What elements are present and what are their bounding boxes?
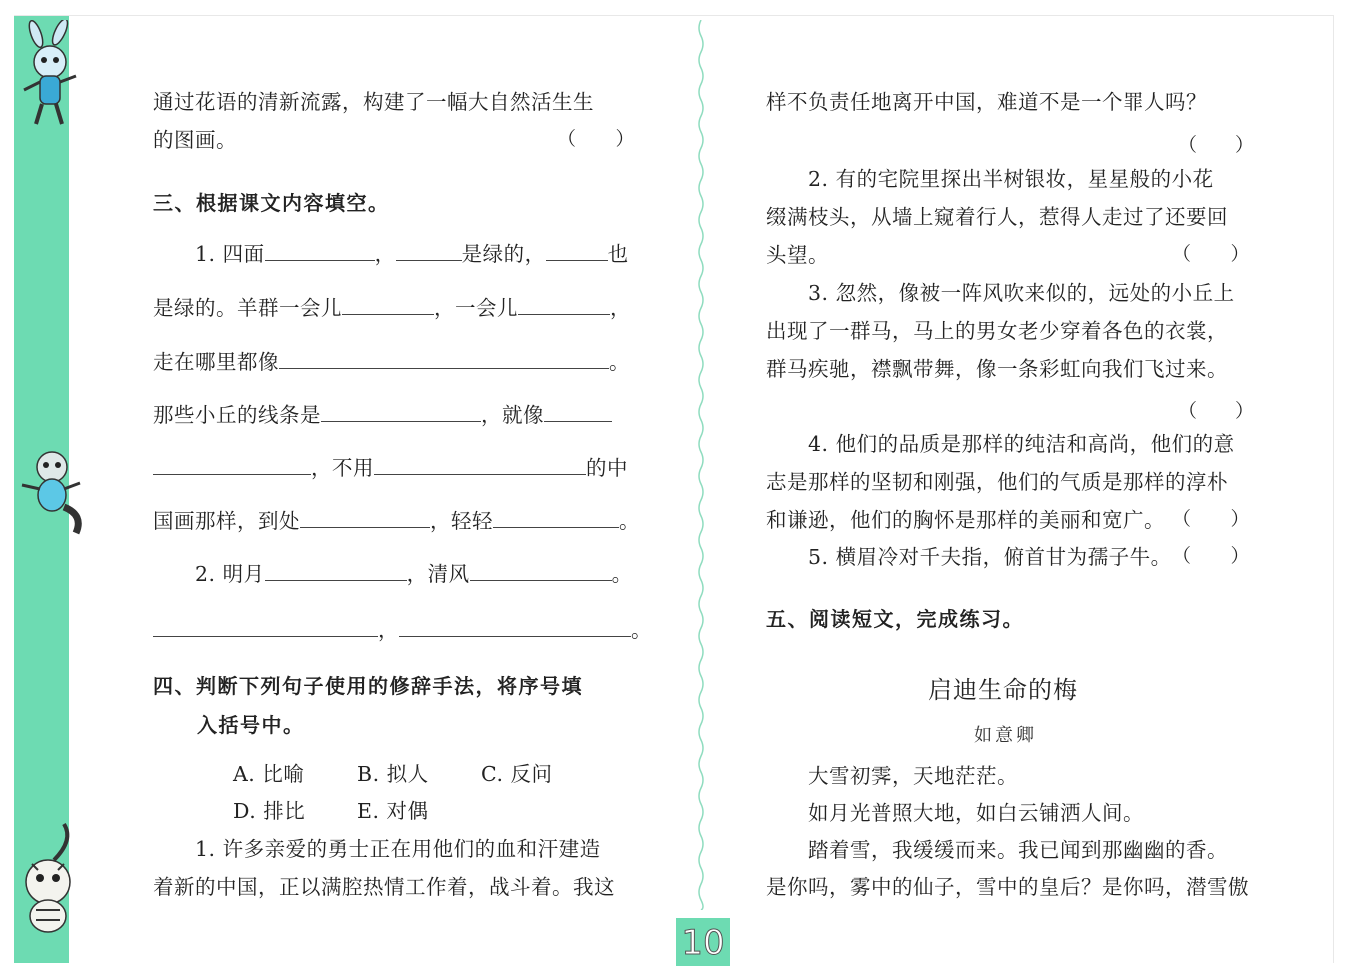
q-text: ，轻轻: [430, 509, 493, 533]
blank[interactable]: [399, 618, 631, 637]
answer-paren[interactable]: （ ）: [1178, 134, 1255, 156]
q-text: 也: [607, 242, 629, 266]
article-title: 启迪生命的梅: [928, 676, 1078, 704]
q-text: 头望。: [766, 243, 829, 267]
fill-line-6: [153, 509, 640, 532]
tiger-mascot-icon: [14, 820, 84, 940]
answer-paren[interactable]: （ ）: [1171, 508, 1250, 530]
q-text: 。: [609, 350, 630, 374]
q-text: ，一会儿: [434, 296, 518, 320]
q-text: ，不用: [311, 456, 374, 480]
q-text: 是绿的，: [461, 242, 546, 266]
q-text: 。: [611, 562, 633, 586]
q-text: 。: [631, 618, 652, 642]
q4-4-line-1: 4. 他们的品质是那样的纯洁和高尚，他们的意: [808, 432, 1235, 456]
article-para-3: 踏着雪，我缓缓而来。我已闻到那幽幽的香。: [808, 838, 1228, 862]
q-text: 走在哪里都像: [153, 350, 279, 374]
answer-paren[interactable]: （ ）: [1171, 545, 1250, 567]
section-3-heading: 三、根据课文内容填空。: [153, 191, 390, 215]
option-c: C. 反问: [481, 762, 553, 786]
q-text: 。: [619, 509, 640, 533]
q4-3-line-3: 群马疾驰，襟飘带舞，像一条彩虹向我们飞过来。: [766, 357, 1228, 381]
option-d: D. 排比: [233, 799, 306, 823]
fill-line-5: [153, 456, 628, 479]
intro-line-1: 通过花语的清新流露，构建了一幅大自然活生生: [153, 90, 594, 114]
blank[interactable]: [544, 403, 612, 422]
blank[interactable]: [342, 296, 434, 315]
fill-line-1: [195, 242, 629, 265]
q-text: 那些小丘的线条是: [153, 403, 321, 427]
article-para-1: 大雪初霁，天地茫茫。: [808, 764, 1018, 788]
blank[interactable]: [265, 562, 407, 581]
q4-3-line-1: 3. 忽然，像被一阵风吹来似的，远处的小丘上: [808, 281, 1235, 305]
blank[interactable]: [153, 618, 378, 637]
q4-2-line-2: 缀满枝头，从墙上窥着行人，惹得人走过了还要回: [766, 205, 1228, 229]
q4-2-line-3: [766, 245, 1250, 266]
article-para-2: 如月光普照大地，如白云铺洒人间。: [808, 801, 1144, 825]
fill-line-8: [153, 618, 652, 641]
blank[interactable]: [470, 562, 612, 581]
blank[interactable]: [265, 242, 375, 261]
fill-line-3: [153, 350, 630, 373]
fill-line-7: [195, 562, 633, 585]
page-number: 10: [676, 918, 730, 966]
q-text: 和谦逊，他们的胸怀是那样的美丽和宽广。: [766, 508, 1165, 532]
blank[interactable]: [300, 509, 430, 528]
q4-1-line-2: 着新的中国，正以满腔热情工作着，战斗着。我这: [153, 875, 615, 899]
blank[interactable]: [546, 242, 608, 261]
option-a: A. 比喻: [233, 762, 305, 786]
q4-1-line-1: 1. 许多亲爱的勇士正在用他们的血和汗建造: [195, 837, 601, 861]
fill-line-2: [153, 296, 631, 319]
article-para-4: 是你吗，雾中的仙子，雪中的皇后？是你吗，潜雪傲: [766, 875, 1249, 899]
q-text: ，: [610, 296, 631, 320]
q-text: 5. 横眉冷对千夫指，俯首甘为孺子牛。: [808, 545, 1172, 569]
blank[interactable]: [153, 456, 311, 475]
q4-5-line: [808, 547, 1250, 568]
q4-1-line-3: 样不负责任地离开中国，难道不是一个罪人吗？: [766, 90, 1207, 114]
q4-2-line-1: 2. 有的宅院里探出半树银妆，星星般的小花: [808, 167, 1214, 191]
blank[interactable]: [279, 350, 609, 369]
rabbit-mascot-icon: [16, 20, 88, 135]
intro-line-2: [153, 130, 635, 151]
answer-paren[interactable]: （ ）: [1171, 243, 1250, 265]
article-author: 如意卿: [974, 725, 1037, 746]
q-text: 国画那样，到处: [153, 509, 300, 533]
raccoon-mascot-icon: [14, 445, 89, 540]
blank[interactable]: [518, 296, 610, 315]
answer-paren[interactable]: （ ）: [556, 128, 635, 150]
section-5-heading: 五、阅读短文，完成练习。: [766, 607, 1024, 631]
option-b: B. 拟人: [357, 762, 429, 786]
page-border-right: [1333, 15, 1334, 963]
section-4-heading: 四、判断下列句子使用的修辞手法，将序号填: [153, 674, 583, 698]
page-border: [14, 15, 1334, 16]
fill-line-4: [153, 403, 612, 426]
option-e: E. 对偶: [357, 799, 429, 823]
blank[interactable]: [374, 456, 586, 475]
answer-paren[interactable]: （ ）: [1178, 400, 1255, 422]
blank[interactable]: [321, 403, 481, 422]
blank[interactable]: [493, 509, 619, 528]
q-text: ，: [378, 618, 399, 642]
q-text: 1. 四面: [195, 242, 265, 266]
q4-3-line-2: 出现了一群马，马上的男女老少穿着各色的衣裳，: [766, 319, 1228, 343]
q4-4-line-2: 志是那样的坚韧和刚强，他们的气质是那样的淳朴: [766, 470, 1228, 494]
section-4-heading-cont: 入括号中。: [197, 713, 305, 737]
q-text: 是绿的。羊群一会儿: [153, 296, 342, 320]
q-text: ，: [374, 242, 396, 266]
page-divider: [696, 20, 706, 910]
intro-text: 的图画。: [153, 128, 237, 152]
q-text: 的中: [586, 456, 628, 480]
blank[interactable]: [396, 242, 462, 261]
q-text: 2. 明月: [195, 562, 265, 586]
q4-4-line-3: [766, 510, 1250, 531]
q-text: ，清风: [406, 562, 470, 586]
q-text: ，就像: [481, 403, 544, 427]
